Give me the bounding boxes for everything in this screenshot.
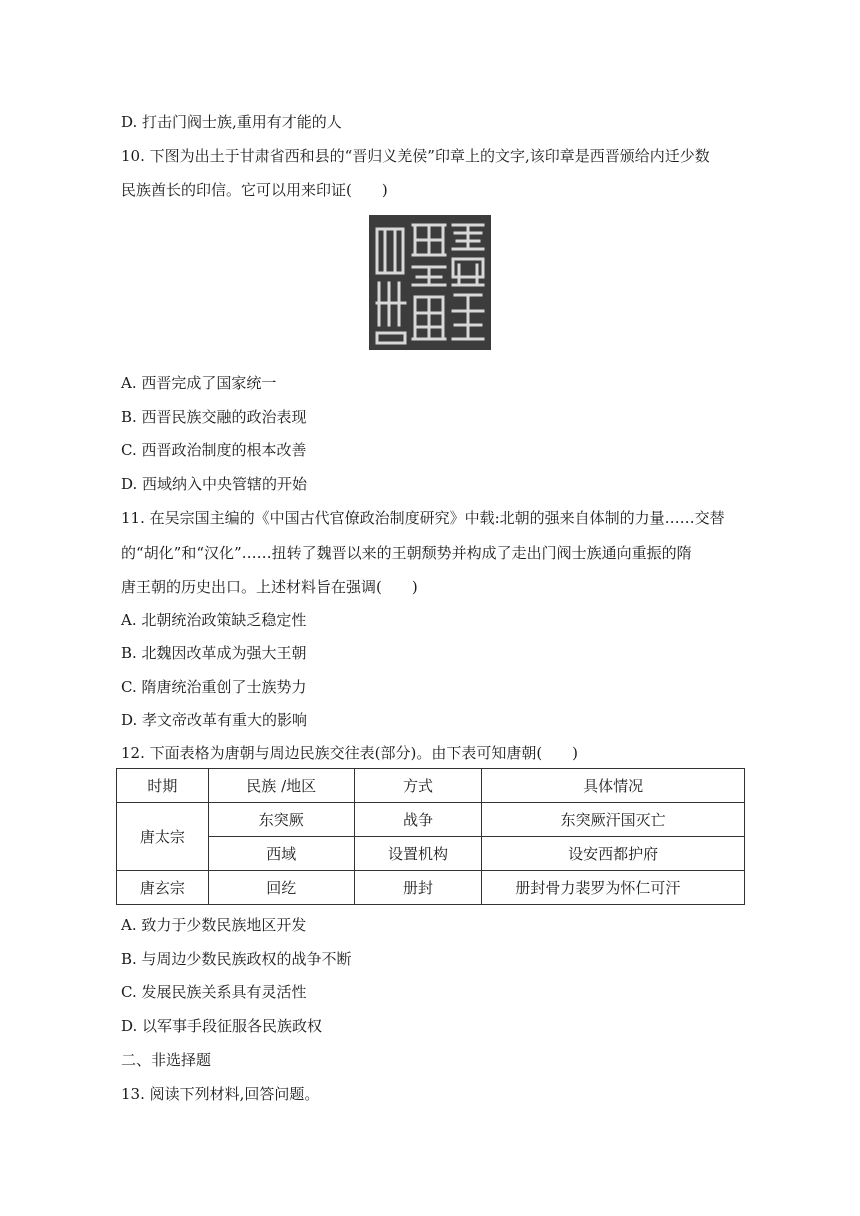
q12-option-c: C. 发展民族关系具有灵活性 xyxy=(121,983,307,1001)
table-cell: 册封 xyxy=(354,871,482,905)
seal-script-glyphs xyxy=(369,215,491,350)
table-cell: 战争 xyxy=(354,803,482,837)
exchange-table xyxy=(116,768,745,905)
section-title: 二、非选择题 xyxy=(121,1051,212,1069)
q11-option-c: C. 隋唐统治重创了士族势力 xyxy=(121,678,307,696)
q10-option-a: A. 西晋完成了国家统一 xyxy=(121,374,277,392)
q10-option-b: B. 西晋民族交融的政治表现 xyxy=(121,408,307,426)
table-row xyxy=(117,871,745,905)
q13-stem: 13. 阅读下列材料,回答问题。 xyxy=(121,1085,320,1103)
table-cell: 西域 xyxy=(208,837,354,871)
seal-image xyxy=(369,215,491,350)
q11-option-a: A. 北朝统治政策缺乏稳定性 xyxy=(121,611,307,629)
table-cell: 设置机构 xyxy=(354,837,482,871)
q12-option-b: B. 与周边少数民族政权的战争不断 xyxy=(121,950,352,968)
q10-option-d: D. 西域纳入中央管辖的开始 xyxy=(121,475,308,493)
q9-option-d: D. 打击门阀士族,重用有才能的人 xyxy=(121,113,342,131)
table-row xyxy=(117,803,745,837)
q11-option-d: D. 孝文帝改革有重大的影响 xyxy=(121,711,308,729)
table-cell: 设安西都护府 xyxy=(482,837,745,871)
table-header-cell: 时期 xyxy=(117,769,209,803)
q12-stem: 12. 下面表格为唐朝与周边民族交往表(部分)。由下表可知唐朝( ) xyxy=(121,744,579,762)
table-header-cell: 民族 /地区 xyxy=(208,769,354,803)
table-cell: 唐玄宗 xyxy=(117,871,209,905)
q11-option-b: B. 北魏因改革成为强大王朝 xyxy=(121,644,307,662)
table-cell: 东突厥 xyxy=(208,803,354,837)
table-row xyxy=(117,837,745,871)
q11-stem-line3: 唐王朝的历史出口。上述材料旨在强调( ) xyxy=(121,578,418,596)
q11-stem-line1: 11. 在吴宗国主编的《中国古代官僚政治制度研究》中载:北朝的强来自体制的力量……交替 xyxy=(121,509,725,527)
table-cell: 册封骨力裴罗为怀仁可汗 xyxy=(482,871,745,905)
q11-stem-line2: 的“胡化”和“汉化”……扭转了魏晋以来的王朝颓势并构成了走出门阀士族通向重振的隋 xyxy=(121,544,692,562)
table-header-cell: 方式 xyxy=(354,769,482,803)
q10-option-c: C. 西晋政治制度的根本改善 xyxy=(121,441,307,459)
table-cell: 东突厥汗国灭亡 xyxy=(482,803,745,837)
q10-stem-line2: 民族酋长的印信。它可以用来印证( ) xyxy=(121,181,388,199)
q12-option-d: D. 以军事手段征服各民族政权 xyxy=(121,1017,323,1035)
q10-stem-line1: 10. 下图为出土于甘肃省西和县的“晋归义羌侯”印章上的文字,该印章是西晋颁给内迁少数 xyxy=(121,147,710,165)
table-cell: 唐太宗 xyxy=(117,803,209,871)
q12-option-a: A. 致力于少数民族地区开发 xyxy=(121,916,307,934)
table-header-cell: 具体情况 xyxy=(482,769,745,803)
table-header-row xyxy=(117,769,745,803)
table-cell: 回纥 xyxy=(208,871,354,905)
